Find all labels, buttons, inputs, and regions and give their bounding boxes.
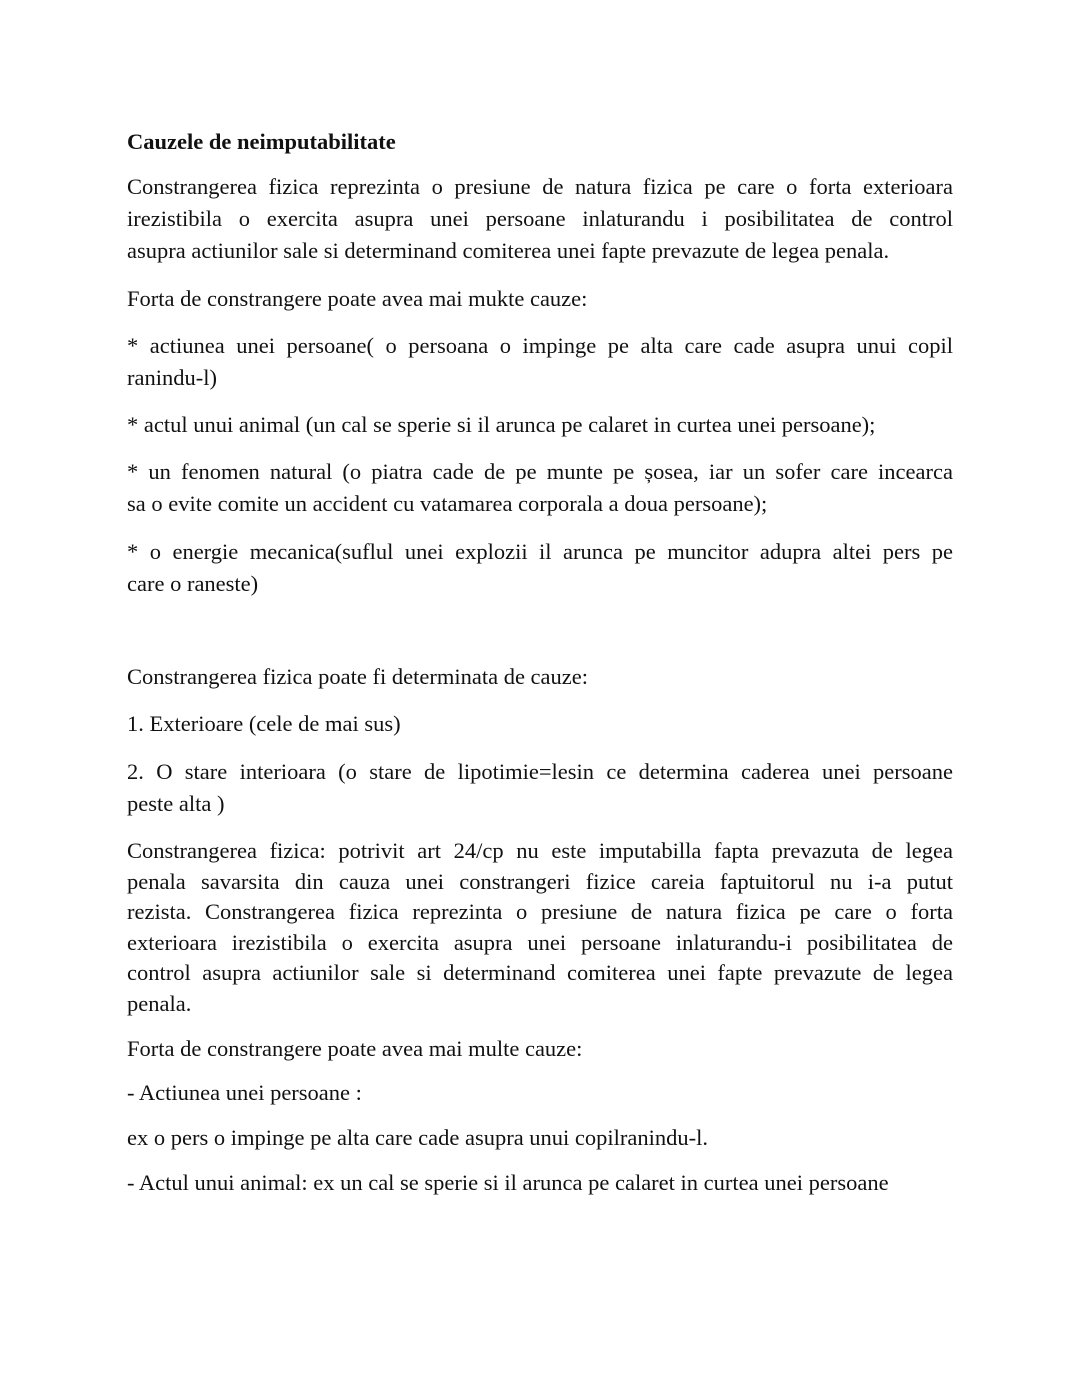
list-item: 2. O stare interioara (o stare de lipotimie=lesin ce determina caderea unei persoane <box>127 759 953 784</box>
list-item: - Actiunea unei persoane : <box>127 1080 362 1105</box>
text-line: Constrangerea fizica poate fi determinata de cauze: <box>127 664 588 689</box>
text-line: penala savarsita din cauza unei constrangeri fizice careia faptuitorul nu i-a putut <box>127 869 953 894</box>
list-item: * un fenomen natural (o piatra cade de pe munte pe șosea, iar un sofer care incearca <box>127 459 953 484</box>
text-line: penala. <box>127 991 192 1016</box>
text-line: asupra actiunilor sale si determinand comiterea unei fapte prevazute de legea penala. <box>127 238 890 263</box>
text-line: sa o evite comite un accident cu vatamarea corporala a doua persoane); <box>127 491 768 516</box>
text-line: irezistibila o exercita asupra unei persoane inlaturandu i posibilitatea de control <box>127 206 953 231</box>
list-item: * actul unui animal (un cal se sperie si il arunca pe calaret in curtea unei persoane); <box>127 412 876 437</box>
text-line: Constrangerea fizica reprezinta o presiune de natura fizica pe care o forta exterioara <box>127 174 953 199</box>
text-line: Forta de constrangere poate avea mai mukte cauze: <box>127 286 588 311</box>
text-line: rezista. Constrangerea fizica reprezinta o presiune de natura fizica pe care o forta <box>127 899 953 924</box>
text-line: control asupra actiunilor sale si determinand comiterea unei fapte prevazute de legea <box>127 960 953 985</box>
text-line: Forta de constrangere poate avea mai multe cauze: <box>127 1036 583 1061</box>
text-line: Constrangerea fizica: potrivit art 24/cp nu este imputabilla fapta prevazuta de legea <box>127 838 953 863</box>
text-line: peste alta ) <box>127 791 225 816</box>
text-line: care o raneste) <box>127 571 259 596</box>
text-line: exterioara irezistibila o exercita asupra unei persoane inlaturandu-i posibilitatea de <box>127 930 953 955</box>
document-title: Cauzele de neimputabilitate <box>127 129 396 154</box>
list-item: 1. Exterioare (cele de mai sus) <box>127 711 401 736</box>
list-item: * actiunea unei persoane( o persoana o impinge pe alta care cade asupra unui copil <box>127 333 953 358</box>
text-line: ranindu-l) <box>127 365 217 390</box>
list-item: * o energie mecanica(suflul unei explozii il arunca pe muncitor adupra altei pers pe <box>127 539 953 564</box>
list-item: - Actul unui animal: ex un cal se sperie si il arunca pe calaret in curtea unei persoane <box>127 1170 889 1195</box>
text-line: ex o pers o impinge pe alta care cade asupra unui copilranindu-l. <box>127 1125 709 1150</box>
